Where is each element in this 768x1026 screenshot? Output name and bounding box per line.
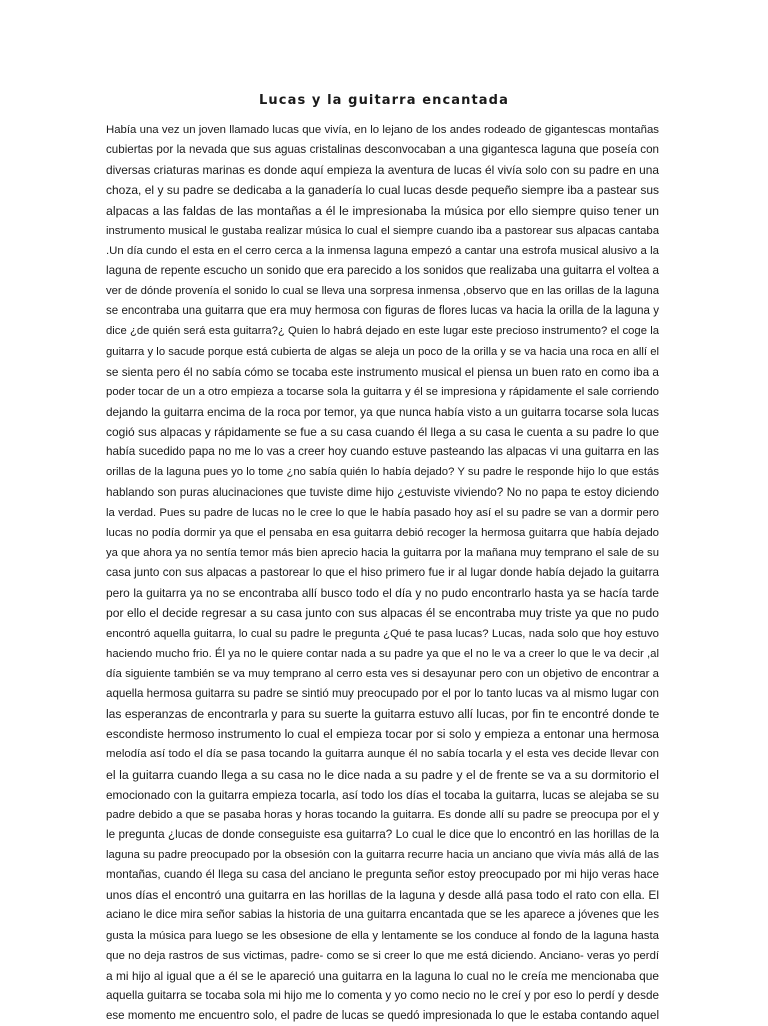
body-text-line: ese momento me encuentro solo, el padre de lucas se quedó impresionada lo que le estaba contando aquel bbox=[106, 1010, 659, 1023]
body-text-line: gusta la música para luego se les obsesione de ella y lentamente se los conduce al fondo de la laguna hasta bbox=[106, 929, 659, 942]
body-text-line: instrumento musical le gustaba realizar música lo cual el siempre cuando iba a pastorear sus alpacas cantaba bbox=[106, 224, 659, 237]
body-text-line: hablando son puras alucinaciones que tuviste dime hijo ¿estuviste viviendo? No no papa te estoy diciendo bbox=[106, 485, 659, 499]
body-text-line: laguna su padre preocupado por la obsesión con la guitarra recurre hacia un anciano que vivía más allá de las bbox=[106, 849, 659, 862]
body-text-line: cogió sus alpacas y rápidamente se fue a su casa cuando él llega a su casa le cuenta a su padre lo que bbox=[106, 425, 659, 440]
body-text-line: lucas no podía dormir ya que el pensaba en esa guitarra debió recoger la hermosa guitarra que había dejado bbox=[106, 526, 659, 539]
body-text-line: se sienta pero él no sabía cómo se tocaba este instrumento musical el piensa un buen rato en como iba a bbox=[106, 364, 659, 379]
body-text-line: escondiste hermoso instrumento lo cual el empieza tocar por si solo y empieza a entonar una hermosa bbox=[106, 727, 659, 742]
body-text-line: montañas, cuando él llega su casa del anciano le pregunta señor estoy preocupado por mi hijo veras hace bbox=[106, 868, 659, 882]
body-text-line: pero la guitarra ya no se encontraba allí busco todo el día y no pudo encontrarlo hasta ya se hacía tarde bbox=[106, 586, 659, 601]
body-text-line: dejando la guitarra encima de la roca por temor, ya que nunca había visto a un guitarra tocarse sola lucas bbox=[106, 404, 659, 419]
body-text-line: Había una vez un joven llamado lucas que vivía, en lo lejano de los andes rodeado de gigantescas montañas bbox=[106, 124, 659, 136]
body-text-line: había sucedido papa no me lo vas a creer hoy cuando estuve pasteando las alpacas vi una guitarra en las bbox=[106, 445, 659, 459]
body-text-line: que no deja rastros de sus victimas, padre- como se si creer lo que me está diciendo. Anciano- veras yo perdí bbox=[106, 949, 659, 962]
document-body bbox=[106, 120, 659, 1026]
body-text-line: se encontraba una guitarra que era muy hermosa con figuras de flores lucas va hacia la orilla de la laguna y bbox=[106, 305, 659, 318]
body-text-line: emocionado con la guitarra empieza tocarla, así todo los días el tocaba la guitarra, lucas se alejaba se su bbox=[106, 787, 659, 802]
body-text-line: poder tocar de un a otro empieza a tocarse sola la guitarra y él se impresiona y rápidamente el sale corriendo bbox=[106, 385, 659, 398]
document-title: Lucas y la guitarra encantada bbox=[259, 93, 509, 108]
body-text-line: cubiertas por la nevada que sus aguas cristalinas desconvocaban a una gigantesca laguna que poseía con bbox=[106, 143, 659, 157]
body-text-line: por ello el decide regresar a su casa junto con sus alpacas él se encontraba muy triste ya que no pudo bbox=[106, 606, 659, 621]
body-text-line: día siguiente también se va muy temprano al cerro esta ves si desayunar pero con un objetivo de encontrar a bbox=[106, 667, 659, 680]
body-text-line: .Un día cundo el esta en el cerro cerca a la inmensa laguna empezó a cantar una estrofa musical alusivo a la bbox=[106, 244, 659, 257]
body-text-line: guitarra y lo sacude porque está cubierta de algas se aleja un poco de la orilla y se va hacia una roca en allí el bbox=[106, 345, 659, 358]
body-text-line: le pregunta ¿lucas de donde conseguiste esa guitarra? Lo cual le dice que lo encontró en las horillas de la bbox=[106, 827, 659, 841]
body-text-line: dice ¿de quién será esta guitarra?¿ Quien lo habrá dejado en este lugar este precioso instrumento? el coge la bbox=[106, 325, 659, 338]
body-text-line: orillas de la laguna pues yo lo tome ¿no sabía quién lo había dejado? Y su padre le responde hijo lo que estás bbox=[106, 466, 659, 479]
body-text-line: la verdad. Pues su padre de lucas no le cree lo que le había pasado hoy así el su padre se van a dormir pero bbox=[106, 506, 659, 519]
body-text-line: unos días el encontró una guitarra en las horillas de la laguna y desde allá pasa todo el rato con ella. El bbox=[106, 888, 659, 903]
body-text-line: ya que ahora ya no sentía temor más bien aprecio hacia la guitarra por la mañana muy temprano el sale de su bbox=[106, 546, 659, 559]
body-text-line: las esperanzas de encontrarla y para su suerte la guitarra estuvo allí lucas, por fin te encontré donde te bbox=[106, 707, 659, 722]
body-text-line: alpacas a las faldas de las montañas a él le impresionaba la música por ello siempre quiso tener un bbox=[106, 203, 659, 218]
body-text-line: choza, el y su padre se dedicaba a la ganadería lo cual lucas desde pequeño siempre iba a pastear sus bbox=[106, 183, 659, 198]
body-text-line: diversas criaturas marinas es donde aquí empieza la aventura de lucas él vivía solo con su padre en una bbox=[106, 163, 659, 178]
body-text-line: melodía así todo el día se pasa tocando la guitarra aunque él no sabía tocarla y el esta ves decide llevar con bbox=[106, 748, 659, 761]
body-text-line: ver de dónde provenía el sonido lo cual se lleva una sorpresa inmensa ,observo que en las orillas de la laguna bbox=[106, 285, 659, 298]
body-text-line: haciendo mucho frio. Él ya no le quiere contar nada a su padre ya que el no le va a creer lo que le va decir ,al bbox=[106, 647, 659, 660]
body-text-line: aciano le dice mira señor sabias la historia de una guitarra encantada que se les aparece a jóvenes que les bbox=[106, 908, 659, 922]
body-text-line: laguna de repente escucho un sonido que era parecido a los sonidos que realizaba una guitarra el voltea a bbox=[106, 263, 659, 277]
body-text-line: casa junto con sus alpacas a pastorear lo que el hiso primero fue ir al lugar donde había dejado la guitarra bbox=[106, 566, 659, 580]
body-text-line: aquella guitarra se tocaba sola mi hijo me lo comenta y yo como necio no le creí y por eso lo perdí y desde bbox=[106, 989, 659, 1003]
body-text-line: el la guitarra cuando llega a su casa no le dice nada a su padre y el de frente se va a su dormitorio el bbox=[106, 767, 659, 782]
body-text-line: a mi hijo al igual que a él se le apareció una guitarra en la laguna lo cual no le creía me mencionaba que bbox=[106, 968, 659, 983]
body-text-line: aquella hermosa guitarra su padre se sintió muy preocupado por el por lo tanto lucas va al mismo lugar con bbox=[106, 686, 659, 700]
body-text-line: padre debido a que se pasaba horas y horas tocando la guitarra. Es donde allí su padre se preocupa por el y bbox=[106, 808, 659, 821]
body-text-line: encontró aquella guitarra, lo cual su padre le pregunta ¿Qué te pasa lucas? Lucas, nada solo que hoy estuvo bbox=[106, 627, 659, 640]
